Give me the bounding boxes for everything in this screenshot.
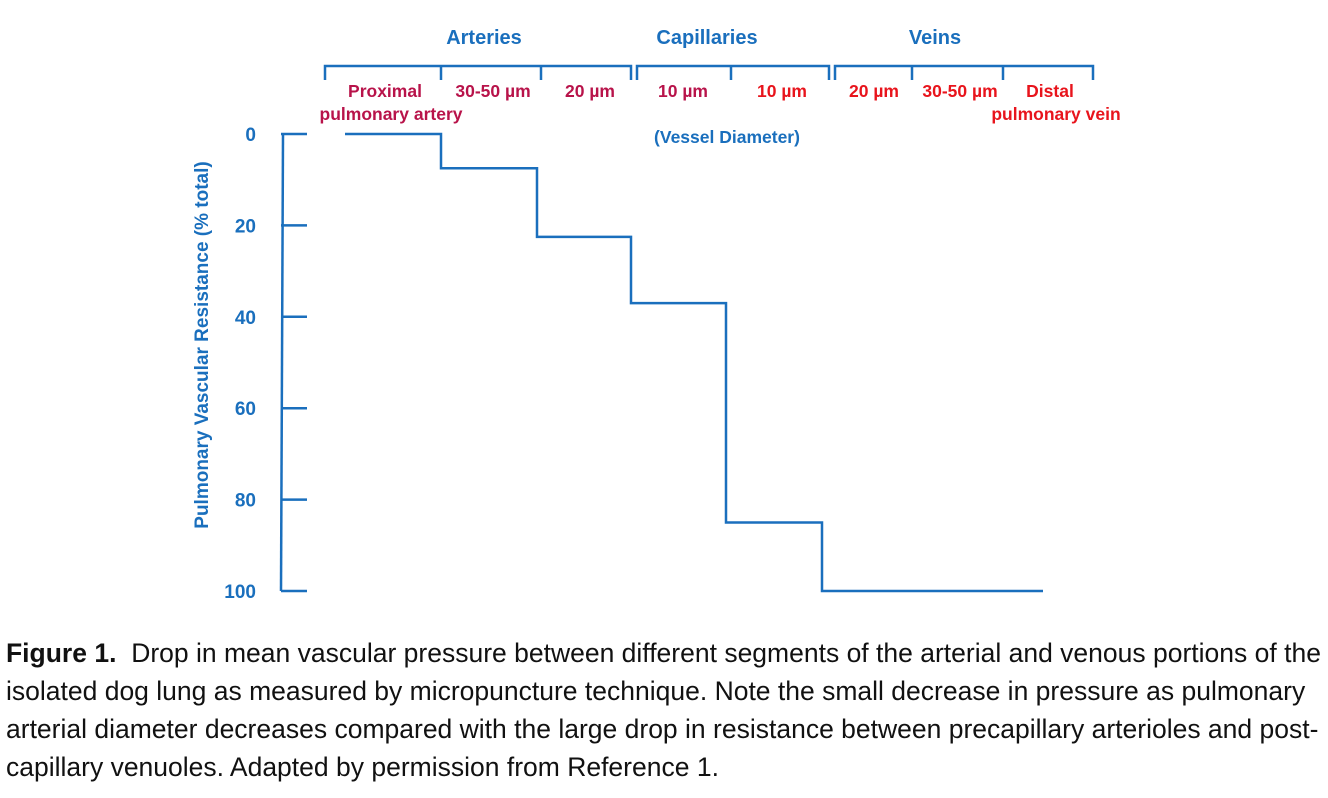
caption-text: Drop in mean vascular pressure between different segments of the arterial and venous portions of the isolated dog lung as measured by micropuncture technique. Note the small decrease in pressure as pulmonary arterial diameter decreases compared with the large drop in resistance between precapillary arterioles and post-capillary venuoles. Adapted by permission from Reference 1.: [6, 638, 1321, 782]
caption-label: Figure 1.: [6, 638, 117, 668]
segment-label-proximal-line2: pulmonary artery: [319, 104, 463, 124]
y-axis-line: [281, 134, 283, 591]
segment-label-vein-20: 20 µm: [849, 81, 899, 101]
y-tick-label: 0: [245, 125, 256, 146]
bracket-capillaries: [637, 66, 829, 80]
y-tick-labels: [224, 125, 256, 603]
segment-label-artery-30-50: 30-50 µm: [455, 81, 531, 101]
y-tick-label: 40: [234, 307, 256, 329]
group-brackets: [325, 66, 1093, 80]
y-tick-label: 100: [224, 582, 256, 603]
segment-label-capillary-10a: 10 µm: [658, 81, 708, 101]
segment-label-capillary-10b: 10 µm: [757, 81, 807, 101]
segment-label-distal: Distal: [1026, 81, 1074, 101]
y-tick-label: 60: [234, 399, 256, 421]
bracket-arteries: [325, 66, 631, 80]
segment-label-proximal: Proximal: [348, 81, 422, 101]
segment-label-artery-20: 20 µm: [565, 81, 615, 101]
group-label-veins: Veins: [908, 27, 962, 49]
series-line: [345, 134, 1043, 591]
group-label-arteries: Arteries: [446, 27, 522, 49]
y-tick-label: 20: [234, 216, 256, 238]
y-axis: [281, 134, 307, 591]
y-axis-label: Pulmonary Vascular Resistance (% total): [192, 161, 213, 529]
figure-caption: [6, 634, 1322, 786]
group-label-capillaries: Capillaries: [656, 27, 758, 49]
vessel-diameter-note: (Vessel Diameter): [654, 127, 800, 147]
segment-label-vein-30-50: 30-50 µm: [922, 81, 998, 101]
segment-label-distal-line2: pulmonary vein: [991, 104, 1121, 124]
y-tick-label: 80: [234, 490, 256, 512]
bracket-veins: [835, 66, 1093, 80]
